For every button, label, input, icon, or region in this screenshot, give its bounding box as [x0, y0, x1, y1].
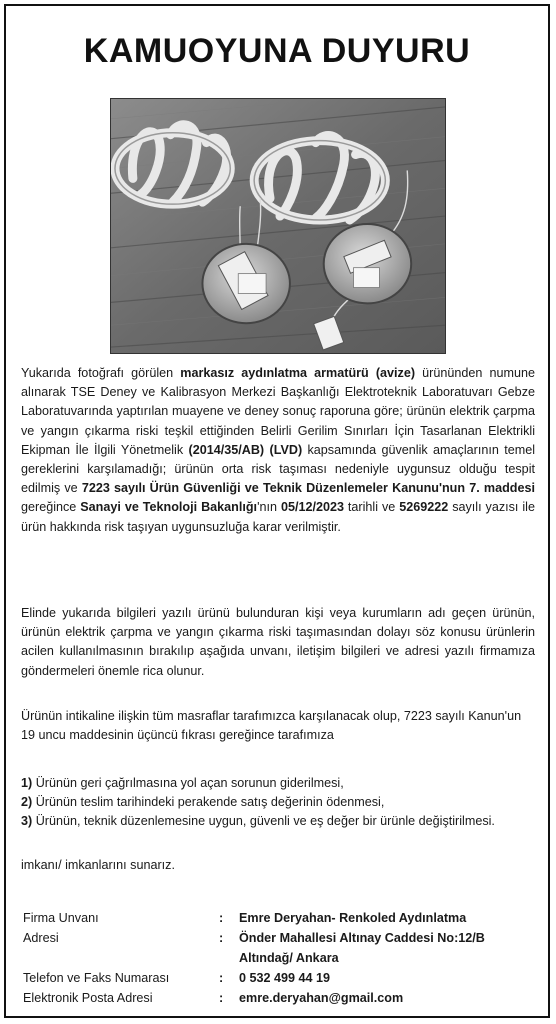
address-label: Adresi — [23, 931, 59, 945]
email-row — [23, 991, 543, 1011]
remedy-list — [21, 774, 535, 832]
paragraph-costs: Ürünün intikaline ilişkin tüm masraflar tarafımızca karşılanacak olup, 7223 sayılı Kanun'un 19 uncu maddesinin üçüncü fıkrası gereğince tarafımıza — [21, 709, 522, 743]
company-label: Firma Unvanı — [23, 911, 99, 925]
p1-text-1: Yukarıda fotoğrafı görülen — [21, 366, 181, 380]
company-value: Emre Deryahan- Renkoled Aydınlatma — [239, 911, 467, 925]
separator: : — [219, 911, 224, 925]
list-item — [21, 793, 535, 812]
product-photo — [110, 98, 446, 354]
phone-row — [23, 971, 543, 991]
phone-value: 0 532 499 44 19 — [239, 971, 331, 985]
decision-date: 05/12/2023 — [280, 500, 344, 515]
p1-text-5: 'nın — [257, 500, 281, 515]
separator: : — [219, 971, 224, 985]
paragraph-return-request: Elinde yukarıda bilgileri yazılı ürünü bulunduran kişi veya kurumların adı geçen ürünün, ürünün elektrik çarpma ve yangın çıkarma riski taşımasından dolayı söz konusu ürünlerin acilen kullanılmasının bırakılıp aşağıda unvanı, iletişim bilgileri ve adresi yazılı firmamıza göndermeleri önemle rica olunur. — [21, 606, 535, 678]
product-name: markasız aydınlatma armatürü (avize) — [180, 366, 416, 380]
ministry-name: Sanayi ve Teknoloji Bakanlığı — [80, 500, 258, 515]
list-item-number: 3) — [21, 814, 33, 829]
chandelier-photo-image — [111, 99, 445, 353]
p1-text-6: tarihli ve — [343, 500, 400, 515]
address-row — [23, 931, 543, 951]
address-line-2: Altındağ/ Ankara — [239, 951, 339, 965]
address-row-2 — [23, 951, 543, 971]
email-label: Elektronik Posta Adresi — [23, 991, 153, 1005]
list-item — [21, 774, 535, 793]
announcement-frame — [4, 4, 550, 1018]
address-line-1: Önder Mahallesi Altınay Caddesi No:12/B — [239, 931, 485, 945]
contact-info — [23, 911, 543, 1011]
regulation-code: (2014/35/AB) (LVD) — [188, 442, 303, 457]
list-item-text: Ürünün geri çağrılmasına yol açan sorunun giderilmesi, — [32, 776, 344, 790]
list-item-number: 1) — [21, 776, 33, 790]
paragraph-product-info — [21, 364, 535, 537]
separator: : — [219, 931, 224, 945]
list-item-text: Ürünün, teknik düzenlemesine uygun, güvenli ve eş değer bir ürünle değiştirilmesi. — [32, 814, 495, 829]
letter-number: 5269222 — [399, 500, 449, 515]
company-row — [23, 911, 543, 931]
list-item — [21, 812, 535, 831]
phone-label: Telefon ve Faks Numarası — [23, 971, 170, 985]
law-reference: 7223 sayılı Ürün Güvenliği ve Teknik Düzenlemeler Kanunu'nun 7. maddesi — [81, 481, 535, 496]
closing-text: imkanı/ imkanlarını sunarız. — [21, 858, 175, 872]
p1-text-4: gereğince — [21, 500, 81, 515]
p1-text-7: sayılı yazısı ile ürün hakkında risk taşıyan uygunsuzluğa karar verilmiştir. — [21, 500, 535, 534]
page-title: KAMUOYUNA DUYURU — [83, 32, 471, 70]
p1-text-3: kapsamında güvenlik amaçlarının temel gereklerini karşılamadığı; ürünün orta risk taşıması nedeniyle uygunsuz olduğu tespit edilmiş ve — [21, 442, 536, 496]
list-item-number: 2) — [21, 795, 33, 810]
p1-text-2: ürününden numune alınarak TSE Deney ve Kalibrasyon Merkezi Başkanlığı Elektroteknik Laboratuvarı Gebze Laboratuvarında yaptırılan muayene ve deney sonuç raporuna göre; ürünün elektrik çarpma ve yangın çıkarma riski teşkil ettiğinden Belirli Gerilim Sınırları İçin Tasarlanan Elektrikli Ekipman İle İlgili Yönetmelik — [21, 366, 535, 457]
list-item-text: Ürünün teslim tarihindeki perakende satış değerinin ödenmesi, — [32, 795, 385, 810]
separator: : — [219, 991, 224, 1005]
email-value: emre.deryahan@gmail.com — [239, 991, 404, 1005]
